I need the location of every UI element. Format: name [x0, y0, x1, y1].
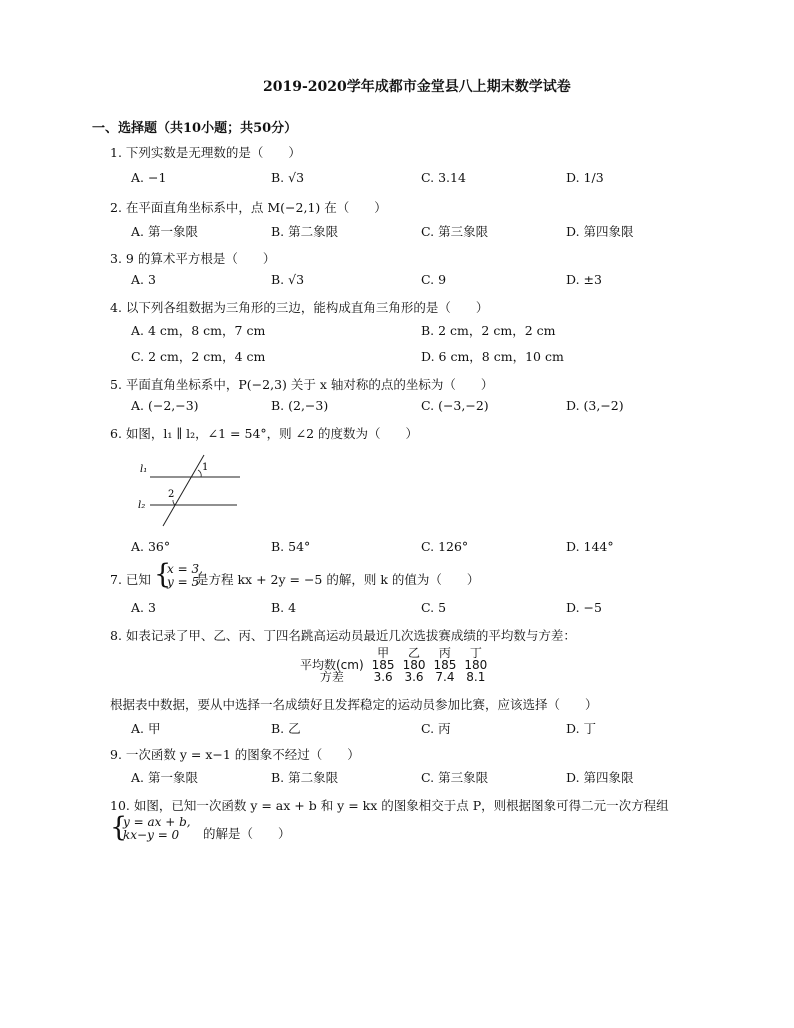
table-cell: 3.6: [373, 670, 393, 684]
question-5-option-b: B. (2,−3): [271, 398, 329, 413]
question-5-option-c: C. (−3,−2): [421, 398, 489, 413]
question-1-option-a: A. −1: [131, 170, 167, 185]
question-3-option-a: A. 3: [131, 272, 156, 287]
parallel-lines-figure: [130, 450, 250, 530]
question-8-option-d: D. 丁: [566, 721, 597, 736]
question-7-stem-pre: 7. 已知: [110, 572, 151, 587]
question-10-system-line-1: y = ax + b,: [123, 815, 191, 829]
question-4-option-d: D. 6 cm，8 cm，10 cm: [421, 349, 564, 364]
page-title: 2019-2020学年成都市金堂县八上期末数学试卷: [263, 79, 571, 95]
system-brace: {: [154, 559, 172, 590]
table-cell: 185: [371, 658, 395, 672]
table-cell: 185: [433, 658, 457, 672]
question-8-option-c: C. 丙: [421, 721, 451, 736]
question-9-option-c: C. 第三象限: [421, 770, 489, 785]
question-2-option-b: B. 第二象限: [271, 224, 339, 239]
angle-2-arc: [173, 500, 175, 505]
question-1-option-b: B. √3: [271, 170, 305, 185]
question-3-stem: 3. 9 的算术平方根是（ ）: [110, 251, 276, 266]
question-3-option-d: D. ±3: [566, 272, 602, 287]
question-6-option-d: D. 144°: [566, 539, 614, 554]
system-brace: {: [110, 812, 128, 843]
question-10-stem: 10. 如图，已知一次函数 y = ax + b 和 y = kx 的图象相交于点 P，则根据图象可得二元一次方程组: [110, 798, 669, 813]
question-8-stem-2: 根据表中数据，要从中选择一名成绩好且发挥稳定的运动员参加比赛，应该选择（ ）: [110, 697, 598, 712]
question-6-option-b: B. 54°: [271, 539, 311, 554]
table-cell: 方差: [319, 670, 344, 684]
question-8-stem: 8. 如表记录了甲、乙、丙、丁四名跳高运动员最近几次选拔赛成绩的平均数与方差：: [110, 628, 576, 643]
question-9-option-a: A. 第一象限: [131, 770, 198, 785]
question-6-stem: 6. 如图，l₁ ∥ l₂，∠1 = 54°，则 ∠2 的度数为（ ）: [110, 426, 419, 441]
label-l2: l₂: [138, 500, 146, 511]
question-5-option-a: A. (−2,−3): [131, 398, 199, 413]
table-header-cell: 丙: [438, 646, 451, 660]
question-3-option-c: C. 9: [421, 272, 447, 287]
question-8-option-a: A. 甲: [131, 721, 161, 736]
question-6-option-c: C. 126°: [421, 539, 469, 554]
question-4-option-c: C. 2 cm，2 cm，4 cm: [131, 349, 266, 364]
label-l1: l₁: [140, 464, 148, 475]
question-2-option-a: A. 第一象限: [131, 224, 198, 239]
question-9-option-b: B. 第二象限: [271, 770, 339, 785]
question-2-option-c: C. 第三象限: [421, 224, 489, 239]
table-header-cell: 乙: [408, 646, 421, 660]
label-angle-1: 1: [202, 462, 209, 473]
table-cell: 180: [402, 658, 426, 672]
question-4-option-a: A. 4 cm，8 cm，7 cm: [131, 323, 266, 338]
question-1-option-d: D. 1/3: [566, 170, 604, 185]
question-9-option-d: D. 第四象限: [566, 770, 634, 785]
table-header-cell: 甲: [377, 646, 390, 660]
question-7-option-c: C. 5: [421, 600, 447, 615]
question-7-system-line-2: y = 5: [167, 575, 200, 589]
question-5-stem: 5. 平面直角坐标系中，P(−2,3) 关于 x 轴对称的点的坐标为（ ）: [110, 377, 494, 392]
question-6-option-a: A. 36°: [131, 539, 171, 554]
stats-table: [296, 647, 491, 683]
question-1-stem: 1. 下列实数是无理数的是（ ）: [110, 145, 301, 160]
question-1-option-c: C. 3.14: [421, 170, 466, 185]
question-3-option-b: B. √3: [271, 272, 305, 287]
question-7-option-d: D. −5: [566, 600, 602, 615]
question-10-system-line-2: kx−y = 0: [123, 828, 180, 842]
table-cell: 8.1: [466, 670, 486, 684]
question-9-stem: 9. 一次函数 y = x−1 的图象不经过（ ）: [110, 747, 360, 762]
question-7-option-b: B. 4: [271, 600, 297, 615]
section-heading: 一、选择题（共10小题；共50分）: [92, 121, 298, 136]
table-cell: 180: [464, 658, 488, 672]
label-angle-2: 2: [168, 489, 175, 500]
question-4-stem: 4. 以下列各组数据为三角形的三边，能构成直角三角形的是（ ）: [110, 300, 489, 315]
table-cell: 3.6: [404, 670, 424, 684]
question-2-stem: 2. 在平面直角坐标系中，点 M(−2,1) 在（ ）: [110, 200, 387, 215]
question-10-stem-post: 的解是（ ）: [203, 826, 291, 841]
question-7-system-line-1: x = 3,: [167, 562, 203, 576]
table-cell: 平均数(cm): [300, 658, 364, 672]
table-cell: 7.4: [435, 670, 455, 684]
question-8-option-b: B. 乙: [271, 721, 301, 736]
angle-1-arc: [198, 470, 201, 477]
table-row: [296, 671, 491, 683]
question-5-option-d: D. (3,−2): [566, 398, 624, 413]
question-7-stem-post: 是方程 kx + 2y = −5 的解，则 k 的值为（ ）: [196, 572, 480, 587]
question-4-option-b: B. 2 cm，2 cm，2 cm: [421, 323, 556, 338]
question-7-option-a: A. 3: [131, 600, 156, 615]
table-header-cell: 丁: [469, 646, 482, 660]
question-2-option-d: D. 第四象限: [566, 224, 634, 239]
